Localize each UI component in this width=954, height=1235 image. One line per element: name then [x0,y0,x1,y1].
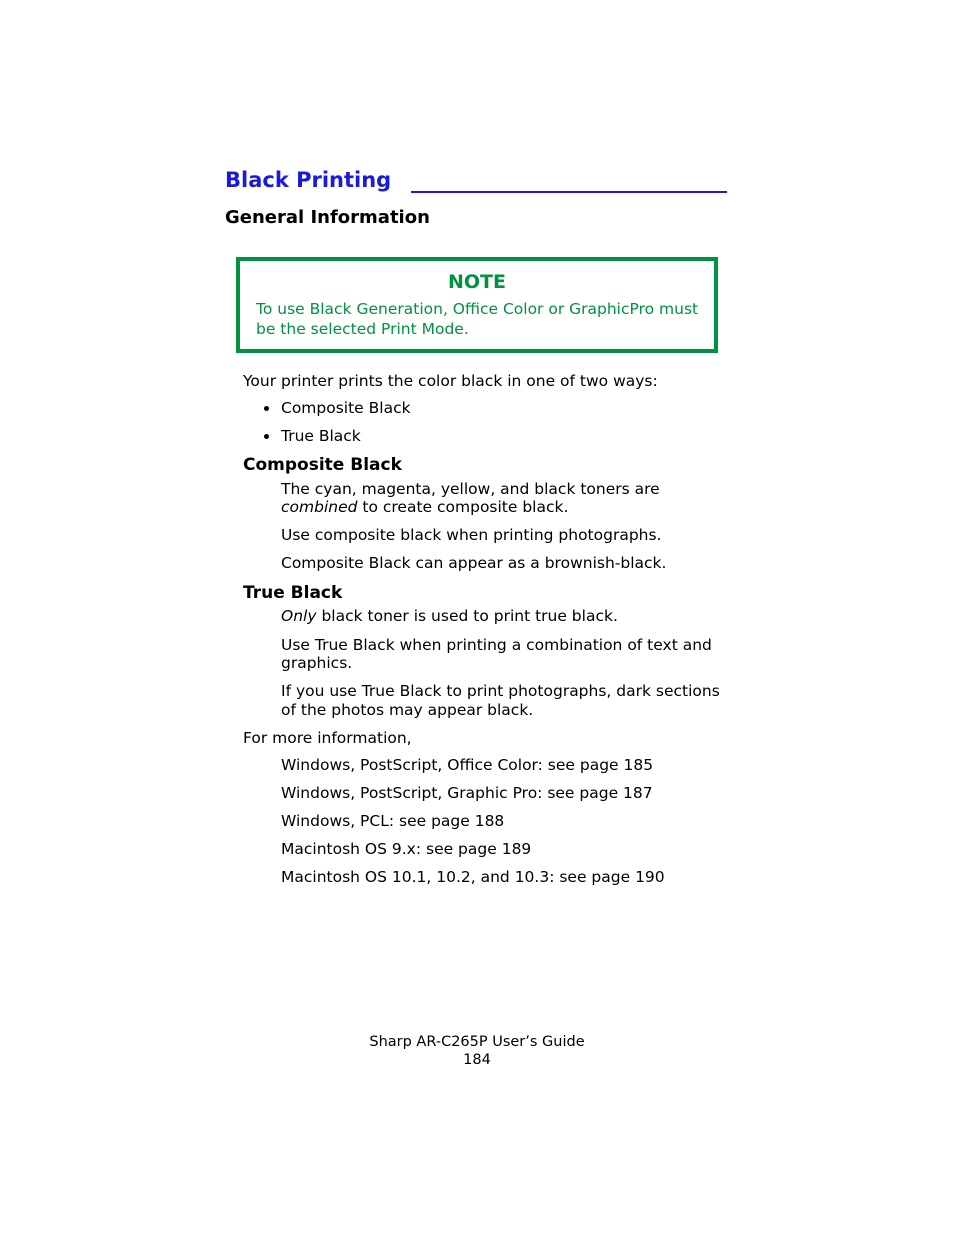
subheading-true-black: True Black [243,583,343,603]
true-black-paragraph-3-line-1: If you use True Black to print photographs, dark sections [281,682,720,700]
footer-guide-title: Sharp AR-C265P User’s Guide [369,1034,585,1050]
note-box [236,257,718,353]
bullet-item: Composite Black [281,399,411,417]
title-underline-rule [411,191,727,193]
true-black-paragraph-3-line-2: of the photos may appear black. [281,701,534,719]
more-info-item: Macintosh OS 10.1, 10.2, and 10.3: see page 190 [281,868,665,886]
more-info-item: Windows, PostScript, Office Color: see page 185 [281,756,654,774]
intro-text: Your printer prints the color black in one of two ways: [243,372,658,390]
more-info-item: Windows, PostScript, Graphic Pro: see page 187 [281,784,653,802]
note-title: NOTE [448,271,506,293]
bullet-dot [264,434,269,439]
composite-paragraph-1-rest: to create composite black. [357,498,569,516]
true-black-paragraph-2-line-1: Use True Black when printing a combination of text and [281,636,712,654]
composite-paragraph-1-line-2 [281,498,568,517]
true-black-paragraph-1 [281,607,618,626]
bullet-dot [264,406,269,411]
more-info-item: Windows, PCL: see page 188 [281,812,505,830]
more-info-label: For more information, [243,729,412,747]
subheading-composite-black: Composite Black [243,455,402,475]
true-black-paragraph-1-rest: black toner is used to print true black. [316,607,618,625]
emphasis-combined: combined [281,498,358,516]
composite-paragraph-2: Use composite black when printing photographs. [281,526,662,544]
page-title [225,168,727,192]
composite-paragraph-1-line-1: The cyan, magenta, yellow, and black toners are [281,480,660,498]
more-info-item: Macintosh OS 9.x: see page 189 [281,840,532,858]
footer-page-number: 184 [463,1052,491,1068]
emphasis-only: Only [281,607,317,625]
true-black-paragraph-2-line-2: graphics. [281,654,353,672]
page-title-text: Black Printing [225,168,392,192]
note-text: To use Black Generation, Office Color or GraphicPro must be the selected Print Mode. [256,300,699,338]
bullet-item: True Black [281,427,361,445]
section-heading: General Information [225,207,430,228]
composite-paragraph-3: Composite Black can appear as a brownish-black. [281,554,667,572]
